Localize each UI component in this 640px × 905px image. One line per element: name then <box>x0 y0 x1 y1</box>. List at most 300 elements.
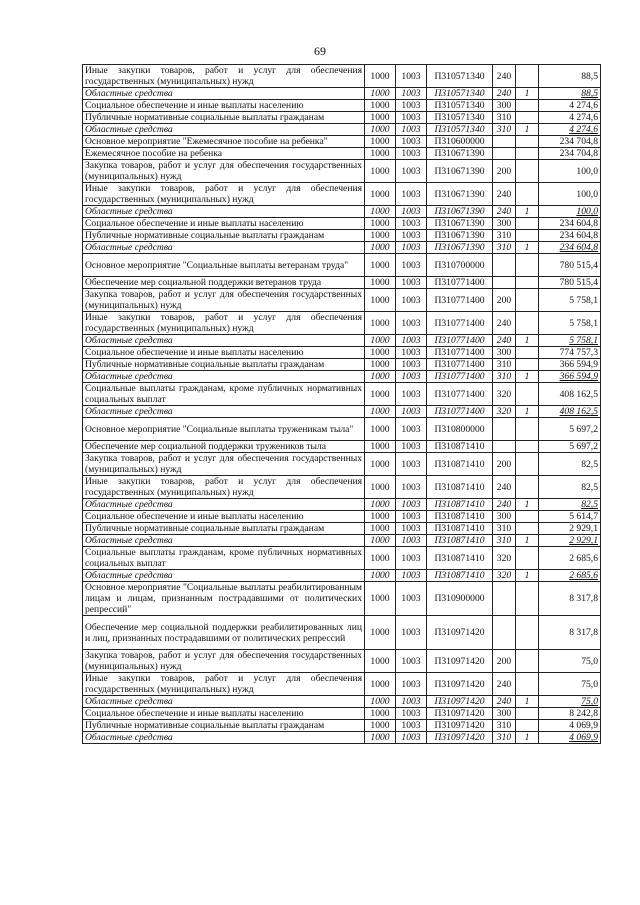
cell-section: 1000 <box>365 673 396 696</box>
cell-target-code: П310871410 <box>427 499 493 511</box>
table-row <box>83 230 601 242</box>
cell-target-code: П310771400 <box>427 289 493 312</box>
cell-subsection: 1003 <box>396 312 427 335</box>
cell-amount: 2 685,6 <box>539 547 601 570</box>
cell-expense-type: 200 <box>493 160 516 183</box>
cell-amount: 2 929,1 <box>539 535 601 547</box>
cell-section: 1000 <box>365 254 396 277</box>
cell-funding-source <box>516 160 539 183</box>
cell-subsection: 1003 <box>396 732 427 744</box>
cell-funding-source <box>516 218 539 230</box>
cell-target-code: П310871410 <box>427 441 493 453</box>
cell-amount: 780 515,4 <box>539 277 601 289</box>
cell-subsection: 1003 <box>396 206 427 218</box>
table-row <box>83 289 601 312</box>
cell-target-code: П310771400 <box>427 359 493 371</box>
cell-name: Закупка товаров, работ и услуг для обеспечения государственных (муниципальных) нужд <box>83 160 365 183</box>
cell-expense-type: 240 <box>493 673 516 696</box>
budget-table <box>82 64 601 744</box>
cell-section: 1000 <box>365 476 396 499</box>
page-number: 69 <box>314 44 326 58</box>
cell-section: 1000 <box>365 582 396 616</box>
cell-subsection: 1003 <box>396 183 427 206</box>
table-row <box>83 535 601 547</box>
cell-subsection: 1003 <box>396 289 427 312</box>
cell-expense-type: 310 <box>493 732 516 744</box>
cell-target-code: П310671390 <box>427 148 493 160</box>
cell-amount: 82,5 <box>539 476 601 499</box>
cell-section: 1000 <box>365 312 396 335</box>
cell-expense-type <box>493 277 516 289</box>
table-row <box>83 242 601 254</box>
cell-expense-type: 240 <box>493 183 516 206</box>
cell-expense-type: 240 <box>493 335 516 347</box>
cell-target-code: П310771400 <box>427 383 493 406</box>
table-row <box>83 720 601 732</box>
cell-expense-type: 300 <box>493 347 516 359</box>
cell-funding-source: 1 <box>516 371 539 383</box>
cell-expense-type: 310 <box>493 230 516 242</box>
cell-name: Областные средства <box>83 206 365 218</box>
cell-target-code: П310571340 <box>427 88 493 100</box>
cell-target-code: П310971420 <box>427 732 493 744</box>
cell-amount: 234 704,8 <box>539 148 601 160</box>
cell-name: Областные средства <box>83 535 365 547</box>
cell-name: Публичные нормативные социальные выплаты гражданам <box>83 112 365 124</box>
cell-section: 1000 <box>365 453 396 476</box>
cell-target-code: П310700000 <box>427 254 493 277</box>
cell-expense-type: 310 <box>493 371 516 383</box>
cell-target-code: П310671390 <box>427 160 493 183</box>
cell-subsection: 1003 <box>396 100 427 112</box>
cell-amount: 4 274,6 <box>539 124 601 136</box>
cell-section: 1000 <box>365 183 396 206</box>
table-row <box>83 254 601 277</box>
cell-expense-type <box>493 582 516 616</box>
cell-target-code: П310571340 <box>427 65 493 88</box>
table-row <box>83 441 601 453</box>
table-row <box>83 708 601 720</box>
cell-subsection: 1003 <box>396 136 427 148</box>
cell-target-code: П310771400 <box>427 312 493 335</box>
cell-name: Основное мероприятие "Ежемесячное пособие на ребенка" <box>83 136 365 148</box>
cell-expense-type: 320 <box>493 383 516 406</box>
cell-subsection: 1003 <box>396 441 427 453</box>
cell-subsection: 1003 <box>396 696 427 708</box>
cell-expense-type: 200 <box>493 453 516 476</box>
cell-subsection: 1003 <box>396 148 427 160</box>
cell-name: Иные закупки товаров, работ и услуг для обеспечения государственных (муниципальных) нужд <box>83 312 365 335</box>
cell-section: 1000 <box>365 406 396 418</box>
cell-name: Социальное обеспечение и иные выплаты населению <box>83 708 365 720</box>
cell-funding-source <box>516 183 539 206</box>
cell-expense-type: 310 <box>493 720 516 732</box>
table-row <box>83 65 601 88</box>
cell-name: Иные закупки товаров, работ и услуг для обеспечения государственных (муниципальных) нужд <box>83 673 365 696</box>
cell-section: 1000 <box>365 160 396 183</box>
cell-subsection: 1003 <box>396 347 427 359</box>
table-row <box>83 499 601 511</box>
cell-name: Иные закупки товаров, работ и услуг для обеспечения государственных (муниципальных) нужд <box>83 183 365 206</box>
table-row <box>83 418 601 441</box>
table-row <box>83 88 601 100</box>
cell-name: Закупка товаров, работ и услуг для обеспечения государственных (муниципальных) нужд <box>83 289 365 312</box>
cell-section: 1000 <box>365 88 396 100</box>
cell-amount: 4 274,6 <box>539 100 601 112</box>
cell-target-code: П310971420 <box>427 673 493 696</box>
cell-name: Закупка товаров, работ и услуг для обеспечения государственных (муниципальных) нужд <box>83 453 365 476</box>
cell-name: Публичные нормативные социальные выплаты гражданам <box>83 359 365 371</box>
cell-name: Обеспечение мер социальной поддержки реабилитированных лиц и лиц, признанных пострадавшими от политических репрессий <box>83 616 365 650</box>
cell-subsection: 1003 <box>396 570 427 582</box>
table-row <box>83 277 601 289</box>
cell-section: 1000 <box>365 347 396 359</box>
table-row <box>83 673 601 696</box>
cell-expense-type: 300 <box>493 218 516 230</box>
table-row <box>83 371 601 383</box>
table-row <box>83 696 601 708</box>
cell-section: 1000 <box>365 371 396 383</box>
cell-subsection: 1003 <box>396 335 427 347</box>
cell-funding-source <box>516 112 539 124</box>
cell-target-code: П310871410 <box>427 535 493 547</box>
cell-name: Областные средства <box>83 570 365 582</box>
cell-funding-source <box>516 708 539 720</box>
cell-amount: 82,5 <box>539 453 601 476</box>
cell-name: Публичные нормативные социальные выплаты гражданам <box>83 720 365 732</box>
table-row <box>83 383 601 406</box>
cell-funding-source <box>516 136 539 148</box>
cell-funding-source: 1 <box>516 570 539 582</box>
cell-name: Социальное обеспечение и иные выплаты населению <box>83 347 365 359</box>
cell-name: Областные средства <box>83 88 365 100</box>
cell-amount: 234 604,8 <box>539 242 601 254</box>
cell-subsection: 1003 <box>396 720 427 732</box>
table-row <box>83 124 601 136</box>
cell-target-code: П310671390 <box>427 218 493 230</box>
cell-target-code: П310571340 <box>427 112 493 124</box>
cell-target-code: П310771400 <box>427 371 493 383</box>
cell-subsection: 1003 <box>396 673 427 696</box>
cell-amount: 100,0 <box>539 183 601 206</box>
cell-amount: 100,0 <box>539 160 601 183</box>
cell-section: 1000 <box>365 570 396 582</box>
cell-subsection: 1003 <box>396 708 427 720</box>
cell-funding-source <box>516 453 539 476</box>
cell-amount: 366 594,9 <box>539 359 601 371</box>
cell-target-code: П310771400 <box>427 335 493 347</box>
cell-target-code: П310871410 <box>427 547 493 570</box>
cell-section: 1000 <box>365 523 396 535</box>
cell-funding-source <box>516 100 539 112</box>
cell-expense-type: 300 <box>493 511 516 523</box>
table-row <box>83 476 601 499</box>
cell-funding-source <box>516 511 539 523</box>
cell-amount: 408 162,5 <box>539 406 601 418</box>
cell-target-code: П310971420 <box>427 616 493 650</box>
cell-section: 1000 <box>365 547 396 570</box>
cell-amount: 8 242,8 <box>539 708 601 720</box>
cell-section: 1000 <box>365 277 396 289</box>
cell-section: 1000 <box>365 650 396 673</box>
cell-name: Основное мероприятие "Социальные выплаты ветеранам труда" <box>83 254 365 277</box>
cell-subsection: 1003 <box>396 383 427 406</box>
cell-name: Публичные нормативные социальные выплаты гражданам <box>83 230 365 242</box>
cell-section: 1000 <box>365 359 396 371</box>
cell-subsection: 1003 <box>396 65 427 88</box>
cell-funding-source <box>516 230 539 242</box>
table-row <box>83 100 601 112</box>
cell-name: Областные средства <box>83 732 365 744</box>
table-row <box>83 136 601 148</box>
cell-amount: 75,0 <box>539 673 601 696</box>
cell-name: Областные средства <box>83 406 365 418</box>
cell-name: Иные закупки товаров, работ и услуг для обеспечения государственных (муниципальных) нужд <box>83 476 365 499</box>
cell-funding-source: 1 <box>516 406 539 418</box>
cell-expense-type: 240 <box>493 476 516 499</box>
table-row <box>83 453 601 476</box>
table-row <box>83 406 601 418</box>
cell-expense-type: 200 <box>493 650 516 673</box>
cell-target-code: П310871410 <box>427 511 493 523</box>
cell-amount: 780 515,4 <box>539 254 601 277</box>
cell-target-code: П310871410 <box>427 523 493 535</box>
cell-expense-type: 310 <box>493 523 516 535</box>
cell-amount: 5 697,2 <box>539 418 601 441</box>
cell-funding-source: 1 <box>516 732 539 744</box>
cell-subsection: 1003 <box>396 511 427 523</box>
cell-amount: 4 069,9 <box>539 732 601 744</box>
cell-subsection: 1003 <box>396 230 427 242</box>
cell-section: 1000 <box>365 124 396 136</box>
cell-amount: 4 274,6 <box>539 112 601 124</box>
cell-funding-source <box>516 476 539 499</box>
cell-name: Социальное обеспечение и иные выплаты населению <box>83 218 365 230</box>
table-row <box>83 523 601 535</box>
cell-target-code: П310800000 <box>427 418 493 441</box>
cell-target-code: П310671390 <box>427 183 493 206</box>
cell-expense-type: 310 <box>493 359 516 371</box>
cell-amount: 2 685,6 <box>539 570 601 582</box>
cell-funding-source <box>516 359 539 371</box>
cell-funding-source: 1 <box>516 242 539 254</box>
cell-funding-source: 1 <box>516 696 539 708</box>
cell-expense-type: 310 <box>493 112 516 124</box>
cell-target-code: П310900000 <box>427 582 493 616</box>
table-row <box>83 570 601 582</box>
cell-expense-type: 320 <box>493 570 516 582</box>
table-row <box>83 650 601 673</box>
cell-funding-source <box>516 582 539 616</box>
cell-amount: 5 614,7 <box>539 511 601 523</box>
cell-funding-source: 1 <box>516 535 539 547</box>
cell-expense-type: 320 <box>493 406 516 418</box>
cell-section: 1000 <box>365 100 396 112</box>
cell-expense-type: 240 <box>493 65 516 88</box>
cell-funding-source: 1 <box>516 88 539 100</box>
cell-subsection: 1003 <box>396 535 427 547</box>
cell-subsection: 1003 <box>396 160 427 183</box>
cell-target-code: П310971420 <box>427 708 493 720</box>
cell-amount: 234 604,8 <box>539 230 601 242</box>
table-row <box>83 359 601 371</box>
cell-amount: 88,5 <box>539 65 601 88</box>
cell-section: 1000 <box>365 418 396 441</box>
cell-section: 1000 <box>365 441 396 453</box>
cell-subsection: 1003 <box>396 112 427 124</box>
table-row <box>83 112 601 124</box>
cell-target-code: П310871410 <box>427 476 493 499</box>
cell-expense-type: 300 <box>493 100 516 112</box>
cell-subsection: 1003 <box>396 453 427 476</box>
cell-amount: 5 697,2 <box>539 441 601 453</box>
cell-subsection: 1003 <box>396 547 427 570</box>
table-row <box>83 616 601 650</box>
cell-section: 1000 <box>365 720 396 732</box>
table-body <box>83 65 601 744</box>
cell-name: Публичные нормативные социальные выплаты гражданам <box>83 523 365 535</box>
cell-funding-source: 1 <box>516 206 539 218</box>
cell-funding-source <box>516 289 539 312</box>
cell-section: 1000 <box>365 218 396 230</box>
cell-expense-type <box>493 441 516 453</box>
cell-section: 1000 <box>365 511 396 523</box>
cell-target-code: П310971420 <box>427 650 493 673</box>
cell-subsection: 1003 <box>396 371 427 383</box>
cell-name: Обеспечение мер социальной поддержки тружеников тыла <box>83 441 365 453</box>
table-row <box>83 312 601 335</box>
cell-section: 1000 <box>365 148 396 160</box>
cell-name: Основное мероприятие "Социальные выплаты труженикам тыла" <box>83 418 365 441</box>
cell-name: Социальные выплаты гражданам, кроме публичных нормативных социальных выплат <box>83 547 365 570</box>
table-row <box>83 511 601 523</box>
cell-expense-type: 240 <box>493 88 516 100</box>
cell-amount: 408 162,5 <box>539 383 601 406</box>
cell-funding-source <box>516 277 539 289</box>
cell-funding-source <box>516 383 539 406</box>
cell-expense-type <box>493 136 516 148</box>
table-row <box>83 148 601 160</box>
cell-name: Областные средства <box>83 371 365 383</box>
cell-funding-source <box>516 254 539 277</box>
cell-subsection: 1003 <box>396 88 427 100</box>
cell-subsection: 1003 <box>396 242 427 254</box>
cell-amount: 4 069,9 <box>539 720 601 732</box>
table-row <box>83 732 601 744</box>
cell-target-code: П310671390 <box>427 242 493 254</box>
cell-section: 1000 <box>365 616 396 650</box>
cell-name: Областные средства <box>83 499 365 511</box>
cell-amount: 774 757,3 <box>539 347 601 359</box>
cell-target-code: П310600000 <box>427 136 493 148</box>
cell-subsection: 1003 <box>396 218 427 230</box>
cell-amount: 5 758,1 <box>539 312 601 335</box>
cell-name: Закупка товаров, работ и услуг для обеспечения государственных (муниципальных) нужд <box>83 650 365 673</box>
cell-expense-type: 240 <box>493 696 516 708</box>
cell-expense-type <box>493 148 516 160</box>
cell-funding-source <box>516 418 539 441</box>
cell-subsection: 1003 <box>396 650 427 673</box>
cell-funding-source <box>516 720 539 732</box>
cell-amount: 234 704,8 <box>539 136 601 148</box>
cell-subsection: 1003 <box>396 277 427 289</box>
cell-expense-type <box>493 418 516 441</box>
cell-expense-type: 310 <box>493 535 516 547</box>
cell-name: Социальное обеспечение и иные выплаты населению <box>83 511 365 523</box>
cell-section: 1000 <box>365 136 396 148</box>
cell-section: 1000 <box>365 535 396 547</box>
cell-target-code: П310671390 <box>427 206 493 218</box>
cell-target-code: П310871410 <box>427 453 493 476</box>
cell-name: Социальное обеспечение и иные выплаты населению <box>83 100 365 112</box>
cell-funding-source: 1 <box>516 499 539 511</box>
cell-amount: 75,0 <box>539 650 601 673</box>
cell-funding-source: 1 <box>516 335 539 347</box>
cell-name: Областные средства <box>83 696 365 708</box>
cell-funding-source <box>516 616 539 650</box>
cell-expense-type: 310 <box>493 242 516 254</box>
cell-target-code: П310971420 <box>427 720 493 732</box>
cell-section: 1000 <box>365 335 396 347</box>
cell-name: Основное мероприятие "Социальные выплаты реабилитированным лицам и лицам, признанным пострадавшими от политических репрессий" <box>83 582 365 616</box>
cell-subsection: 1003 <box>396 418 427 441</box>
cell-amount: 2 929,1 <box>539 523 601 535</box>
cell-expense-type: 300 <box>493 708 516 720</box>
cell-amount: 8 317,8 <box>539 582 601 616</box>
cell-funding-source: 1 <box>516 124 539 136</box>
cell-name: Иные закупки товаров, работ и услуг для обеспечения государственных (муниципальных) нужд <box>83 65 365 88</box>
cell-expense-type: 200 <box>493 289 516 312</box>
cell-subsection: 1003 <box>396 359 427 371</box>
cell-expense-type: 310 <box>493 124 516 136</box>
cell-amount: 8 317,8 <box>539 616 601 650</box>
cell-section: 1000 <box>365 65 396 88</box>
cell-expense-type: 240 <box>493 206 516 218</box>
cell-amount: 75,0 <box>539 696 601 708</box>
cell-section: 1000 <box>365 242 396 254</box>
cell-name: Обеспечение мер социальной поддержки ветеранов труда <box>83 277 365 289</box>
cell-funding-source <box>516 347 539 359</box>
cell-funding-source <box>516 148 539 160</box>
cell-target-code: П310871410 <box>427 570 493 582</box>
cell-subsection: 1003 <box>396 406 427 418</box>
cell-subsection: 1003 <box>396 582 427 616</box>
cell-subsection: 1003 <box>396 254 427 277</box>
cell-section: 1000 <box>365 206 396 218</box>
cell-expense-type: 240 <box>493 312 516 335</box>
table-row <box>83 218 601 230</box>
cell-target-code: П310971420 <box>427 696 493 708</box>
cell-section: 1000 <box>365 383 396 406</box>
cell-target-code: П310571340 <box>427 100 493 112</box>
cell-section: 1000 <box>365 499 396 511</box>
cell-section: 1000 <box>365 289 396 312</box>
table-row <box>83 547 601 570</box>
cell-name: Областные средства <box>83 335 365 347</box>
cell-funding-source <box>516 547 539 570</box>
cell-target-code: П310771400 <box>427 406 493 418</box>
cell-amount: 5 758,1 <box>539 335 601 347</box>
cell-funding-source <box>516 673 539 696</box>
table-row <box>83 183 601 206</box>
cell-subsection: 1003 <box>396 476 427 499</box>
table-row <box>83 206 601 218</box>
cell-amount: 88,5 <box>539 88 601 100</box>
cell-section: 1000 <box>365 696 396 708</box>
cell-section: 1000 <box>365 732 396 744</box>
cell-section: 1000 <box>365 112 396 124</box>
cell-target-code: П310571340 <box>427 124 493 136</box>
